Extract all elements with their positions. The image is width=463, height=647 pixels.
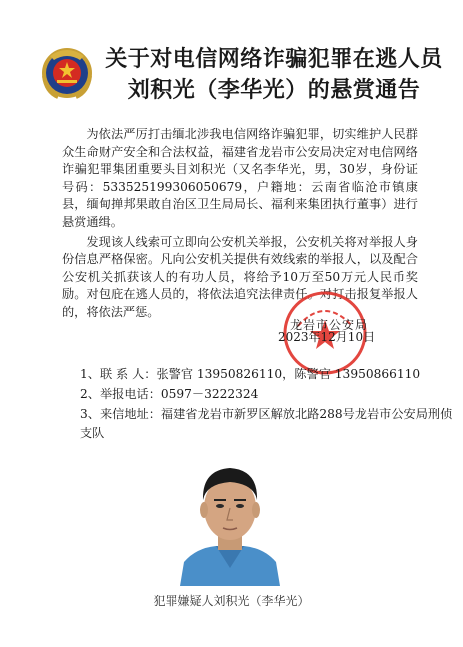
suspect-photo — [176, 450, 284, 586]
issuer-name: 龙岩市公安局 — [290, 318, 369, 332]
police-emblem-icon — [36, 40, 98, 102]
title-line-2: 刘积光（李华光）的悬赏通告 — [127, 77, 421, 103]
hotline-value: 0597－3222324 — [160, 387, 259, 401]
notice-title — [104, 44, 444, 106]
contact-value: 张警官 13950826110，陈警官 13950866110 — [156, 367, 421, 381]
address-row — [62, 404, 453, 424]
hotline-row — [62, 384, 418, 404]
paragraph-1: 为依法严厉打击缅北涉我电信网络诈骗犯罪，切实维护人民群众生命财产安全和合法权益，福建省龙岩市公安局决定对电信网络诈骗犯罪集团重要头目刘积光（又名李华光，男，30岁，身份证号码：533525199306050679，户籍地：云南省临沧市镇康县，缅甸掸邦果敢自治区卫生局局长、福利来集团执行董事）进行悬赏通缉。 — [62, 127, 418, 229]
paragraph-2: 发现该人线索可立即向公安机关举报，公安机关将对举报人身份信息严格保密。凡向公安机关提供有效线索的举报人，以及配合公安机关抓获该人的有功人员，将给予10万至50万元人民币奖励。对包庇在逃人员的，将依法追究法律责任。对打击报复举报人的，将依法严惩。 — [62, 234, 418, 319]
address-label: 3、来信地址： — [80, 407, 161, 421]
address-continuation: 支队 — [80, 426, 105, 440]
contact-label: 1、联 系 人： — [80, 367, 157, 381]
hotline-label: 2、举报电话： — [80, 387, 161, 401]
title-line-1: 关于对电信网络诈骗犯罪在逃人员 — [105, 46, 443, 72]
contact-list — [62, 364, 453, 442]
address-value: 福建省龙岩市新罗区解放北路288号龙岩市公安局刑侦 — [160, 407, 453, 421]
contact-row — [62, 364, 421, 384]
issue-date: 2023年12月10日 — [278, 330, 376, 344]
photo-caption: 犯罪嫌疑人刘积光（李华光） — [153, 594, 310, 608]
